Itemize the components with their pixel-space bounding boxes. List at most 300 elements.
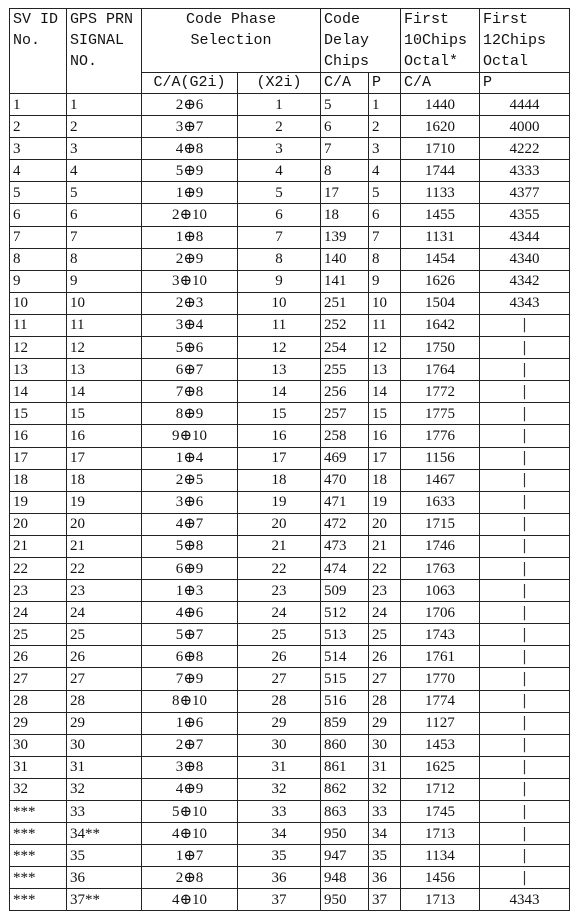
cell-x2i: 27: [238, 668, 321, 690]
cell-ca-phase: 2⊕10: [142, 204, 238, 226]
cell-first12-octal: |: [480, 734, 570, 756]
cell-x2i: 5: [238, 182, 321, 204]
table-row: [10, 138, 570, 160]
cell-p-delay: 9: [369, 270, 401, 292]
cell-p-delay: 13: [369, 359, 401, 381]
cell-ca-phase: 3⊕7: [142, 116, 238, 138]
cell-sv-id: 23: [10, 580, 67, 602]
cell-first10-octal: 1454: [401, 248, 480, 270]
cell-p-delay: 15: [369, 403, 401, 425]
cell-first10-octal: 1467: [401, 469, 480, 491]
cell-ca-delay: 6: [321, 116, 369, 138]
cell-ca-phase: 4⊕9: [142, 778, 238, 800]
cell-sv-id: 6: [10, 204, 67, 226]
cell-first10-octal: 1776: [401, 425, 480, 447]
cell-prn: 11: [67, 314, 142, 336]
cell-p-delay: 26: [369, 646, 401, 668]
cell-prn: 37**: [67, 889, 142, 911]
cell-ca-delay: 860: [321, 734, 369, 756]
table-row: [10, 447, 570, 469]
cell-first12-octal: 4444: [480, 94, 570, 116]
cell-p-delay: 18: [369, 469, 401, 491]
cell-x2i: 35: [238, 845, 321, 867]
cell-first10-octal: 1744: [401, 160, 480, 182]
cell-p-delay: 16: [369, 425, 401, 447]
cell-x2i: 28: [238, 690, 321, 712]
table-row: [10, 491, 570, 513]
cell-first12-octal: |: [480, 557, 570, 579]
cell-first12-octal: |: [480, 491, 570, 513]
cell-ca-phase: 4⊕6: [142, 602, 238, 624]
cell-first10-octal: 1750: [401, 337, 480, 359]
cell-sv-id: 26: [10, 646, 67, 668]
cell-p-delay: 20: [369, 513, 401, 535]
cell-first10-octal: 1761: [401, 646, 480, 668]
cell-first10-octal: 1642: [401, 314, 480, 336]
cell-prn: 17: [67, 447, 142, 469]
cell-sv-id: 5: [10, 182, 67, 204]
cell-x2i: 32: [238, 778, 321, 800]
cell-first12-octal: |: [480, 403, 570, 425]
cell-x2i: 1: [238, 94, 321, 116]
cell-ca-delay: 947: [321, 845, 369, 867]
cell-x2i: 13: [238, 359, 321, 381]
cell-prn: 33: [67, 801, 142, 823]
cell-first12-octal: |: [480, 823, 570, 845]
cell-ca-delay: 139: [321, 226, 369, 248]
cell-x2i: 15: [238, 403, 321, 425]
table-row: [10, 337, 570, 359]
cell-prn: 35: [67, 845, 142, 867]
cell-prn: 34**: [67, 823, 142, 845]
cell-prn: 3: [67, 138, 142, 160]
table-row: [10, 160, 570, 182]
subheader-ca-delay: C/A: [321, 73, 369, 94]
cell-first12-octal: 4340: [480, 248, 570, 270]
cell-p-delay: 11: [369, 314, 401, 336]
cell-ca-phase: 5⊕10: [142, 801, 238, 823]
cell-p-delay: 33: [369, 801, 401, 823]
cell-ca-phase: 1⊕8: [142, 226, 238, 248]
cell-p-delay: 2: [369, 116, 401, 138]
cell-x2i: 20: [238, 513, 321, 535]
cell-x2i: 26: [238, 646, 321, 668]
table-row: [10, 226, 570, 248]
cell-x2i: 10: [238, 292, 321, 314]
cell-first12-octal: |: [480, 447, 570, 469]
cell-first12-octal: 4000: [480, 116, 570, 138]
cell-prn: 27: [67, 668, 142, 690]
cell-first10-octal: 1706: [401, 602, 480, 624]
cell-prn: 25: [67, 624, 142, 646]
cell-sv-id: 11: [10, 314, 67, 336]
cell-p-delay: 12: [369, 337, 401, 359]
cell-ca-phase: 1⊕9: [142, 182, 238, 204]
cell-sv-id: 25: [10, 624, 67, 646]
cell-sv-id: 30: [10, 734, 67, 756]
table-row: [10, 314, 570, 336]
cell-ca-phase: 2⊕6: [142, 94, 238, 116]
cell-x2i: 14: [238, 381, 321, 403]
cell-ca-delay: 863: [321, 801, 369, 823]
cell-ca-delay: 515: [321, 668, 369, 690]
cell-sv-id: 13: [10, 359, 67, 381]
cell-p-delay: 36: [369, 867, 401, 889]
table-row: [10, 734, 570, 756]
cell-ca-delay: 470: [321, 469, 369, 491]
cell-sv-id: 27: [10, 668, 67, 690]
cell-ca-delay: 251: [321, 292, 369, 314]
cell-prn: 30: [67, 734, 142, 756]
table-row: [10, 204, 570, 226]
cell-ca-delay: 17: [321, 182, 369, 204]
cell-first10-octal: 1453: [401, 734, 480, 756]
cell-sv-id: 22: [10, 557, 67, 579]
cell-ca-phase: 2⊕3: [142, 292, 238, 314]
cell-first10-octal: 1774: [401, 690, 480, 712]
cell-x2i: 9: [238, 270, 321, 292]
cell-sv-id: ***: [10, 867, 67, 889]
cell-x2i: 7: [238, 226, 321, 248]
table-row: [10, 602, 570, 624]
subheader-x2i: (X2i): [238, 73, 321, 94]
cell-x2i: 18: [238, 469, 321, 491]
cell-p-delay: 32: [369, 778, 401, 800]
cell-prn: 15: [67, 403, 142, 425]
cell-prn: 7: [67, 226, 142, 248]
cell-p-delay: 34: [369, 823, 401, 845]
cell-p-delay: 28: [369, 690, 401, 712]
cell-ca-delay: 255: [321, 359, 369, 381]
cell-ca-phase: 8⊕9: [142, 403, 238, 425]
cell-prn: 4: [67, 160, 142, 182]
cell-prn: 31: [67, 756, 142, 778]
cell-ca-delay: 514: [321, 646, 369, 668]
table-row: [10, 182, 570, 204]
cell-first10-octal: 1712: [401, 778, 480, 800]
cell-ca-phase: 2⊕5: [142, 469, 238, 491]
cell-x2i: 2: [238, 116, 321, 138]
cell-x2i: 21: [238, 535, 321, 557]
cell-sv-id: 16: [10, 425, 67, 447]
subheader-first12-p: P: [480, 73, 570, 94]
cell-first12-octal: 4344: [480, 226, 570, 248]
cell-ca-delay: 950: [321, 889, 369, 911]
cell-ca-phase: 1⊕6: [142, 712, 238, 734]
cell-x2i: 31: [238, 756, 321, 778]
cell-p-delay: 29: [369, 712, 401, 734]
cell-ca-delay: 8: [321, 160, 369, 182]
subheader-p-delay: P: [369, 73, 401, 94]
table-row: [10, 801, 570, 823]
table-row: [10, 116, 570, 138]
cell-sv-id: 12: [10, 337, 67, 359]
cell-x2i: 25: [238, 624, 321, 646]
cell-sv-id: ***: [10, 845, 67, 867]
cell-ca-phase: 8⊕10: [142, 690, 238, 712]
cell-sv-id: 10: [10, 292, 67, 314]
table-body: [10, 94, 570, 911]
cell-p-delay: 17: [369, 447, 401, 469]
cell-ca-delay: 140: [321, 248, 369, 270]
cell-ca-phase: 4⊕8: [142, 138, 238, 160]
cell-first10-octal: 1455: [401, 204, 480, 226]
cell-sv-id: 19: [10, 491, 67, 513]
cell-ca-delay: 471: [321, 491, 369, 513]
cell-first12-octal: 4343: [480, 889, 570, 911]
cell-ca-phase: 1⊕4: [142, 447, 238, 469]
cell-ca-phase: 5⊕9: [142, 160, 238, 182]
cell-x2i: 16: [238, 425, 321, 447]
table-row: [10, 94, 570, 116]
cell-first12-octal: 4355: [480, 204, 570, 226]
cell-x2i: 22: [238, 557, 321, 579]
cell-prn: 23: [67, 580, 142, 602]
cell-sv-id: 24: [10, 602, 67, 624]
cell-p-delay: 14: [369, 381, 401, 403]
cell-ca-delay: 948: [321, 867, 369, 889]
cell-prn: 24: [67, 602, 142, 624]
cell-first12-octal: |: [480, 845, 570, 867]
cell-p-delay: 7: [369, 226, 401, 248]
table-row: [10, 867, 570, 889]
cell-sv-id: 31: [10, 756, 67, 778]
table-row: [10, 248, 570, 270]
cell-sv-id: 1: [10, 94, 67, 116]
cell-first12-octal: |: [480, 801, 570, 823]
cell-sv-id: ***: [10, 801, 67, 823]
cell-prn: 19: [67, 491, 142, 513]
cell-p-delay: 25: [369, 624, 401, 646]
cell-first10-octal: 1625: [401, 756, 480, 778]
table-row: [10, 535, 570, 557]
cell-ca-phase: 6⊕9: [142, 557, 238, 579]
cell-ca-phase: 3⊕6: [142, 491, 238, 513]
cell-sv-id: 18: [10, 469, 67, 491]
cell-sv-id: 14: [10, 381, 67, 403]
table-row: [10, 292, 570, 314]
cell-first12-octal: |: [480, 314, 570, 336]
cell-ca-phase: 4⊕7: [142, 513, 238, 535]
cell-ca-delay: 256: [321, 381, 369, 403]
cell-p-delay: 30: [369, 734, 401, 756]
cell-prn: 32: [67, 778, 142, 800]
cell-prn: 22: [67, 557, 142, 579]
cell-first10-octal: 1127: [401, 712, 480, 734]
cell-ca-phase: 6⊕7: [142, 359, 238, 381]
cell-first12-octal: |: [480, 535, 570, 557]
cell-sv-id: 15: [10, 403, 67, 425]
cell-ca-delay: 512: [321, 602, 369, 624]
cell-first10-octal: 1746: [401, 535, 480, 557]
header-first12: First 12Chips Octal: [480, 9, 570, 73]
subheader-ca-g2i: C/A(G2i): [142, 73, 238, 94]
cell-sv-id: 29: [10, 712, 67, 734]
cell-ca-delay: 472: [321, 513, 369, 535]
cell-ca-phase: 7⊕9: [142, 668, 238, 690]
cell-first10-octal: 1456: [401, 867, 480, 889]
table-row: [10, 756, 570, 778]
table-row: [10, 359, 570, 381]
cell-first12-octal: |: [480, 602, 570, 624]
subheader-first10-ca: C/A: [401, 73, 480, 94]
table-row: [10, 823, 570, 845]
table-row: [10, 646, 570, 668]
cell-prn: 6: [67, 204, 142, 226]
cell-first10-octal: 1775: [401, 403, 480, 425]
cell-first10-octal: 1504: [401, 292, 480, 314]
cell-x2i: 12: [238, 337, 321, 359]
cell-sv-id: 3: [10, 138, 67, 160]
cell-first10-octal: 1715: [401, 513, 480, 535]
cell-ca-phase: 2⊕7: [142, 734, 238, 756]
cell-first12-octal: 4333: [480, 160, 570, 182]
cell-prn: 28: [67, 690, 142, 712]
cell-first10-octal: 1770: [401, 668, 480, 690]
table-row: [10, 845, 570, 867]
cell-first10-octal: 1764: [401, 359, 480, 381]
cell-p-delay: 10: [369, 292, 401, 314]
cell-x2i: 24: [238, 602, 321, 624]
cell-first10-octal: 1626: [401, 270, 480, 292]
cell-ca-phase: 1⊕7: [142, 845, 238, 867]
cell-ca-delay: 862: [321, 778, 369, 800]
table-row: [10, 381, 570, 403]
cell-prn: 9: [67, 270, 142, 292]
header-gps-prn: GPS PRN SIGNAL NO.: [67, 9, 142, 94]
table-row: [10, 624, 570, 646]
cell-p-delay: 19: [369, 491, 401, 513]
header-code-phase: Code Phase Selection: [142, 9, 321, 73]
cell-sv-id: ***: [10, 823, 67, 845]
cell-first12-octal: |: [480, 690, 570, 712]
cell-first12-octal: |: [480, 668, 570, 690]
cell-sv-id: 2: [10, 116, 67, 138]
cell-prn: 10: [67, 292, 142, 314]
cell-first12-octal: |: [480, 756, 570, 778]
cell-prn: 36: [67, 867, 142, 889]
cell-ca-phase: 1⊕3: [142, 580, 238, 602]
cell-ca-delay: 473: [321, 535, 369, 557]
cell-ca-delay: 257: [321, 403, 369, 425]
cell-x2i: 30: [238, 734, 321, 756]
table-row: [10, 690, 570, 712]
cell-prn: 2: [67, 116, 142, 138]
cell-sv-id: 7: [10, 226, 67, 248]
cell-first12-octal: |: [480, 513, 570, 535]
cell-first10-octal: 1134: [401, 845, 480, 867]
cell-ca-delay: 5: [321, 94, 369, 116]
table-row: [10, 712, 570, 734]
table-row: [10, 889, 570, 911]
cell-first10-octal: 1710: [401, 138, 480, 160]
header-code-delay: Code Delay Chips: [321, 9, 401, 73]
cell-p-delay: 1: [369, 94, 401, 116]
cell-x2i: 29: [238, 712, 321, 734]
cell-ca-delay: 859: [321, 712, 369, 734]
cell-ca-phase: 9⊕10: [142, 425, 238, 447]
cell-p-delay: 31: [369, 756, 401, 778]
cell-p-delay: 23: [369, 580, 401, 602]
header-first10: First 10Chips Octal*: [401, 9, 480, 73]
cell-ca-phase: 4⊕10: [142, 889, 238, 911]
cell-ca-phase: 4⊕10: [142, 823, 238, 845]
cell-first12-octal: |: [480, 359, 570, 381]
cell-x2i: 33: [238, 801, 321, 823]
cell-p-delay: 35: [369, 845, 401, 867]
cell-first12-octal: |: [480, 624, 570, 646]
cell-ca-delay: 254: [321, 337, 369, 359]
table-row: [10, 778, 570, 800]
cell-x2i: 37: [238, 889, 321, 911]
cell-ca-phase: 6⊕8: [142, 646, 238, 668]
cell-first12-octal: |: [480, 469, 570, 491]
cell-p-delay: 6: [369, 204, 401, 226]
cell-ca-delay: 18: [321, 204, 369, 226]
cell-first12-octal: |: [480, 425, 570, 447]
cell-x2i: 6: [238, 204, 321, 226]
cell-p-delay: 3: [369, 138, 401, 160]
cell-ca-phase: 7⊕8: [142, 381, 238, 403]
cell-first12-octal: |: [480, 712, 570, 734]
cell-sv-id: ***: [10, 889, 67, 911]
cell-ca-delay: 258: [321, 425, 369, 447]
cell-prn: 12: [67, 337, 142, 359]
cell-first10-octal: 1440: [401, 94, 480, 116]
cell-x2i: 34: [238, 823, 321, 845]
cell-prn: 1: [67, 94, 142, 116]
cell-x2i: 17: [238, 447, 321, 469]
cell-first10-octal: 1745: [401, 801, 480, 823]
header-sv-id: SV ID No.: [10, 9, 67, 94]
cell-first10-octal: 1131: [401, 226, 480, 248]
cell-first10-octal: 1713: [401, 823, 480, 845]
table-row: [10, 403, 570, 425]
cell-prn: 26: [67, 646, 142, 668]
cell-p-delay: 5: [369, 182, 401, 204]
cell-first10-octal: 1772: [401, 381, 480, 403]
cell-p-delay: 27: [369, 668, 401, 690]
cell-first10-octal: 1133: [401, 182, 480, 204]
table-row: [10, 469, 570, 491]
cell-prn: 5: [67, 182, 142, 204]
cell-ca-delay: 141: [321, 270, 369, 292]
cell-sv-id: 9: [10, 270, 67, 292]
cell-p-delay: 22: [369, 557, 401, 579]
cell-prn: 20: [67, 513, 142, 535]
cell-prn: 14: [67, 381, 142, 403]
cell-prn: 18: [67, 469, 142, 491]
cell-first10-octal: 1063: [401, 580, 480, 602]
cell-first10-octal: 1633: [401, 491, 480, 513]
cell-ca-phase: 3⊕10: [142, 270, 238, 292]
cell-ca-phase: 3⊕4: [142, 314, 238, 336]
cell-first12-octal: 4222: [480, 138, 570, 160]
cell-prn: 16: [67, 425, 142, 447]
cell-first12-octal: |: [480, 580, 570, 602]
cell-ca-phase: 5⊕7: [142, 624, 238, 646]
cell-prn: 29: [67, 712, 142, 734]
cell-sv-id: 8: [10, 248, 67, 270]
cell-p-delay: 21: [369, 535, 401, 557]
cell-x2i: 23: [238, 580, 321, 602]
cell-first12-octal: |: [480, 646, 570, 668]
cell-x2i: 8: [238, 248, 321, 270]
cell-ca-phase: 3⊕8: [142, 756, 238, 778]
cell-first12-octal: |: [480, 381, 570, 403]
cell-sv-id: 4: [10, 160, 67, 182]
cell-first10-octal: 1743: [401, 624, 480, 646]
